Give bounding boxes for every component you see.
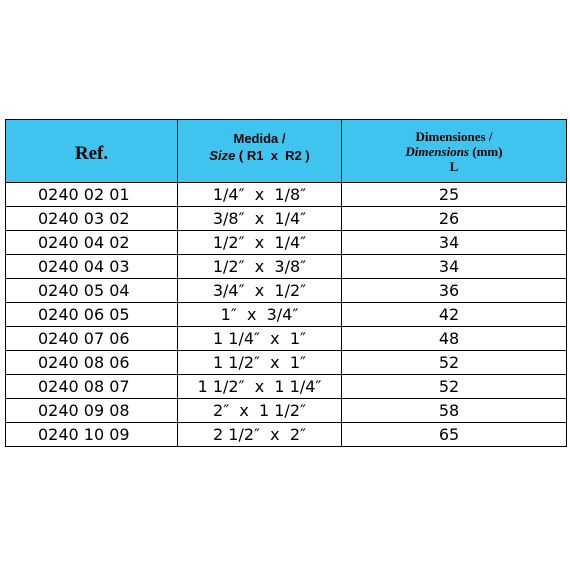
cell-size: 1 1/4″ x 1″ — [178, 327, 342, 351]
header-dim-rest: (mm) — [469, 143, 503, 159]
cell-ref: 0240 08 07 — [6, 375, 178, 399]
table-row — [6, 351, 567, 375]
header-size-rest: ( R1 x R2 ) — [235, 148, 310, 163]
cell-ref: 0240 04 02 — [6, 231, 178, 255]
header-size-line1: Medida / — [233, 131, 286, 146]
cell-size: 3/4″ x 1/2″ — [178, 279, 342, 303]
cell-size: 1/4″ x 1/8″ — [178, 183, 342, 207]
header-size-line2 — [178, 147, 341, 164]
cell-ref: 0240 02 01 — [6, 183, 178, 207]
cell-ref: 0240 09 08 — [6, 399, 178, 423]
header-row — [6, 120, 567, 183]
header-size-italic: Size — [209, 148, 236, 163]
cell-length: 52 — [342, 351, 567, 375]
table-body — [6, 183, 567, 447]
cell-length: 65 — [342, 423, 567, 447]
header-dimensions — [342, 120, 567, 183]
cell-length: 25 — [342, 183, 567, 207]
table-row — [6, 375, 567, 399]
cell-ref: 0240 04 03 — [6, 255, 178, 279]
cell-length: 26 — [342, 207, 567, 231]
header-dim-line2 — [342, 144, 566, 159]
cell-length: 58 — [342, 399, 567, 423]
cell-ref: 0240 06 05 — [6, 303, 178, 327]
cell-length: 52 — [342, 375, 567, 399]
cell-size: 1/2″ x 3/8″ — [178, 255, 342, 279]
cell-ref: 0240 07 06 — [6, 327, 178, 351]
cell-ref: 0240 10 09 — [6, 423, 178, 447]
cell-size: 1/2″ x 1/4″ — [178, 231, 342, 255]
table-row — [6, 255, 567, 279]
cell-ref: 0240 03 02 — [6, 207, 178, 231]
cell-length: 48 — [342, 327, 567, 351]
cell-length: 34 — [342, 255, 567, 279]
table-row — [6, 399, 567, 423]
table-row — [6, 279, 567, 303]
cell-length: 34 — [342, 231, 567, 255]
table-header — [6, 120, 567, 183]
cell-size: 2 1/2″ x 2″ — [178, 423, 342, 447]
header-ref: Ref. — [6, 120, 178, 183]
cell-size: 1 1/2″ x 1 1/4″ — [178, 375, 342, 399]
table-row — [6, 207, 567, 231]
cell-size: 2″ x 1 1/2″ — [178, 399, 342, 423]
cell-ref: 0240 08 06 — [6, 351, 178, 375]
header-dim-line1: Dimensiones / — [415, 128, 493, 144]
header-dim-italic: Dimensions — [405, 143, 469, 159]
table-row — [6, 183, 567, 207]
cell-size: 1″ x 3/4″ — [178, 303, 342, 327]
header-size — [178, 120, 342, 183]
table-row — [6, 327, 567, 351]
cell-ref: 0240 05 04 — [6, 279, 178, 303]
cell-size: 3/8″ x 1/4″ — [178, 207, 342, 231]
cell-size: 1 1/2″ x 1″ — [178, 351, 342, 375]
table-row — [6, 423, 567, 447]
cell-length: 36 — [342, 279, 567, 303]
cell-length: 42 — [342, 303, 567, 327]
table-row — [6, 231, 567, 255]
header-dim-line3: L — [449, 158, 459, 174]
table-row — [6, 303, 567, 327]
dimensions-table — [5, 119, 567, 447]
